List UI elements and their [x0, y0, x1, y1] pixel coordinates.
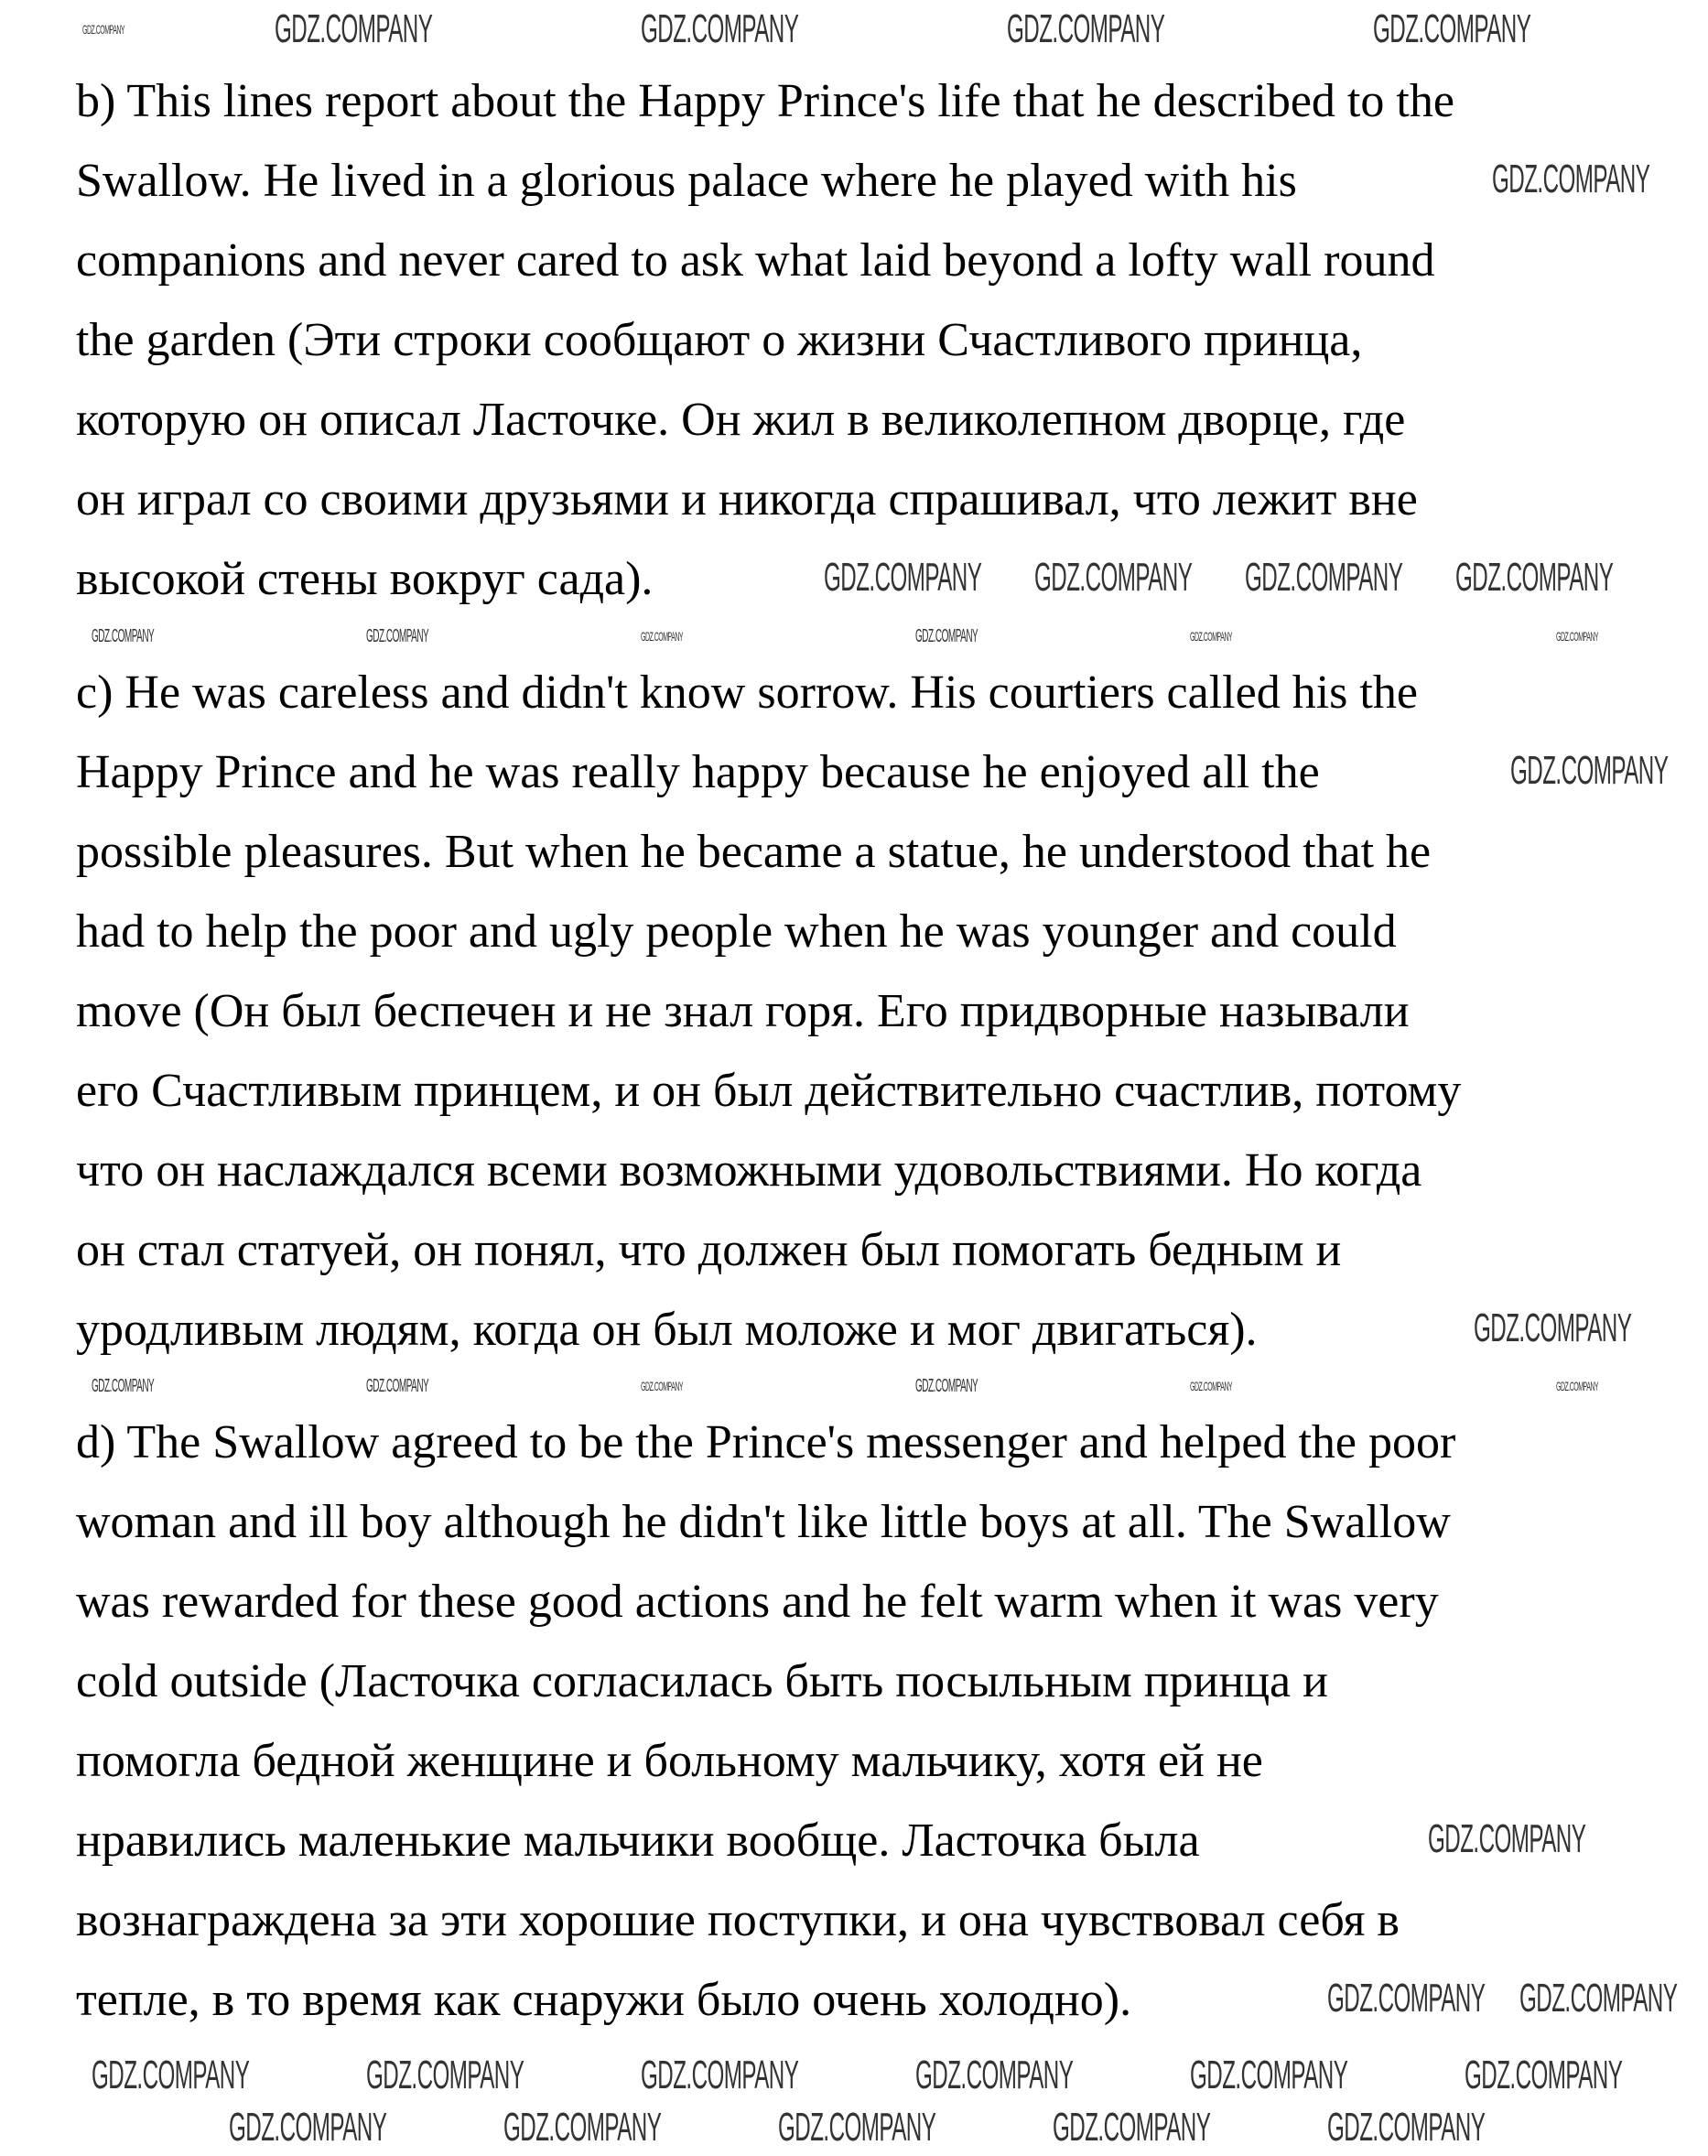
text-line: уродливым людям, когда он был моложе и мог двигаться). [76, 1304, 1258, 1356]
watermark: GDZ.COMPANY [1474, 1306, 1632, 1350]
watermark: GDZ.COMPANY [82, 22, 125, 37]
watermark: GDZ.COMPANY [1455, 555, 1614, 600]
watermark: GDZ.COMPANY [641, 2053, 799, 2097]
watermark: GDZ.COMPANY [366, 2053, 524, 2097]
watermark: GDZ.COMPANY [1373, 6, 1531, 51]
watermark: GDZ.COMPANY [778, 2105, 936, 2150]
watermark: GDZ.COMPANY [1190, 629, 1233, 644]
watermark: GDZ.COMPANY [1519, 1976, 1678, 2021]
text-line: the garden (Эти строки сообщают о жизни Счастливого принца, [76, 314, 1363, 366]
text-line: его Счастливым принцем, и он был действительно счастлив, потому [76, 1065, 1462, 1117]
text-line: что он наслаждался всеми возможными удовольствиями. Но когда [76, 1144, 1422, 1197]
paragraph-d [76, 1403, 1455, 2040]
watermark: GDZ.COMPANY [366, 626, 429, 646]
watermark: GDZ.COMPANY [1327, 2105, 1486, 2150]
paragraph-c [76, 653, 1461, 1370]
text-line: had to help the poor and ugly people when he was younger and could [76, 905, 1397, 958]
paragraph-b [76, 61, 1454, 619]
watermark: GDZ.COMPANY [503, 2105, 662, 2150]
text-line: помогла бедной женщине и больному мальчику, хотя ей не [76, 1735, 1263, 1787]
watermark: GDZ.COMPANY [1007, 6, 1165, 51]
watermark: GDZ.COMPANY [1510, 748, 1669, 793]
text-line: woman and ill boy although he didn't like little boys at all. The Swallow [76, 1496, 1451, 1548]
watermark: GDZ.COMPANY [1428, 1816, 1586, 1861]
watermark: GDZ.COMPANY [1190, 1379, 1233, 1393]
watermark: GDZ.COMPANY [1492, 157, 1650, 201]
watermark: GDZ.COMPANY [1327, 1976, 1486, 2021]
text-line: companions and never cared to ask what laid beyond a lofty wall round [76, 234, 1435, 287]
text-line: move (Он был беспечен и не знал горя. Его придворные называли [76, 985, 1410, 1037]
watermark: GDZ.COMPANY [92, 626, 155, 646]
watermark: GDZ.COMPANY [1465, 2053, 1623, 2097]
watermark: GDZ.COMPANY [824, 555, 982, 600]
watermark: GDZ.COMPANY [229, 2105, 387, 2150]
watermark: GDZ.COMPANY [641, 1379, 684, 1393]
text-line: высокой стены вокруг сада). [76, 553, 654, 605]
watermark: GDZ.COMPANY [366, 1376, 429, 1396]
text-line: нравились маленькие мальчики вообще. Ласточка была [76, 1815, 1200, 1867]
text-line: вознаграждена за эти хорошие поступки, и она чувствовал себя в [76, 1894, 1400, 1946]
text-line: possible pleasures. But when he became a statue, he understood that he [76, 826, 1432, 878]
watermark: GDZ.COMPANY [915, 2053, 1074, 2097]
watermark: GDZ.COMPANY [1556, 629, 1599, 644]
watermark: GDZ.COMPANY [641, 629, 684, 644]
watermark: GDZ.COMPANY [1034, 555, 1193, 600]
text-line: cold outside (Ласточка согласилась быть посыльным принца и [76, 1655, 1328, 1707]
text-line: которую он описал Ласточке. Он жил в великолепном дворце, где [76, 394, 1406, 446]
watermark: GDZ.COMPANY [1245, 555, 1403, 600]
watermark: GDZ.COMPANY [1556, 1379, 1599, 1393]
watermark: GDZ.COMPANY [1190, 2053, 1348, 2097]
text-line: тепле, в то время как снаружи было очень холодно). [76, 1974, 1132, 2026]
watermark: GDZ.COMPANY [915, 626, 978, 646]
text-line: c) He was careless and didn't know sorrow. His courtiers called his the [76, 666, 1418, 719]
text-line: was rewarded for these good actions and he felt warm when it was very [76, 1576, 1439, 1628]
watermark: GDZ.COMPANY [1053, 2105, 1211, 2150]
text-line: d) The Swallow agreed to be the Prince's messenger and helped the poor [76, 1416, 1456, 1468]
watermark: GDZ.COMPANY [92, 1376, 155, 1396]
watermark: GDZ.COMPANY [275, 6, 433, 51]
watermark: GDZ.COMPANY [92, 2053, 250, 2097]
watermark: GDZ.COMPANY [915, 1376, 978, 1396]
text-line: он стал статуей, он понял, что должен был помогать бедным и [76, 1224, 1342, 1276]
text-line: он играл со своими друзьями и никогда спрашивал, что лежит вне [76, 473, 1418, 525]
text-line: Swallow. He lived in a glorious palace where he played with his [76, 155, 1297, 207]
watermark: GDZ.COMPANY [641, 6, 799, 51]
text-line: Happy Prince and he was really happy because he enjoyed all the [76, 746, 1320, 798]
text-line: b) This lines report about the Happy Prince's life that he described to the [76, 75, 1454, 127]
